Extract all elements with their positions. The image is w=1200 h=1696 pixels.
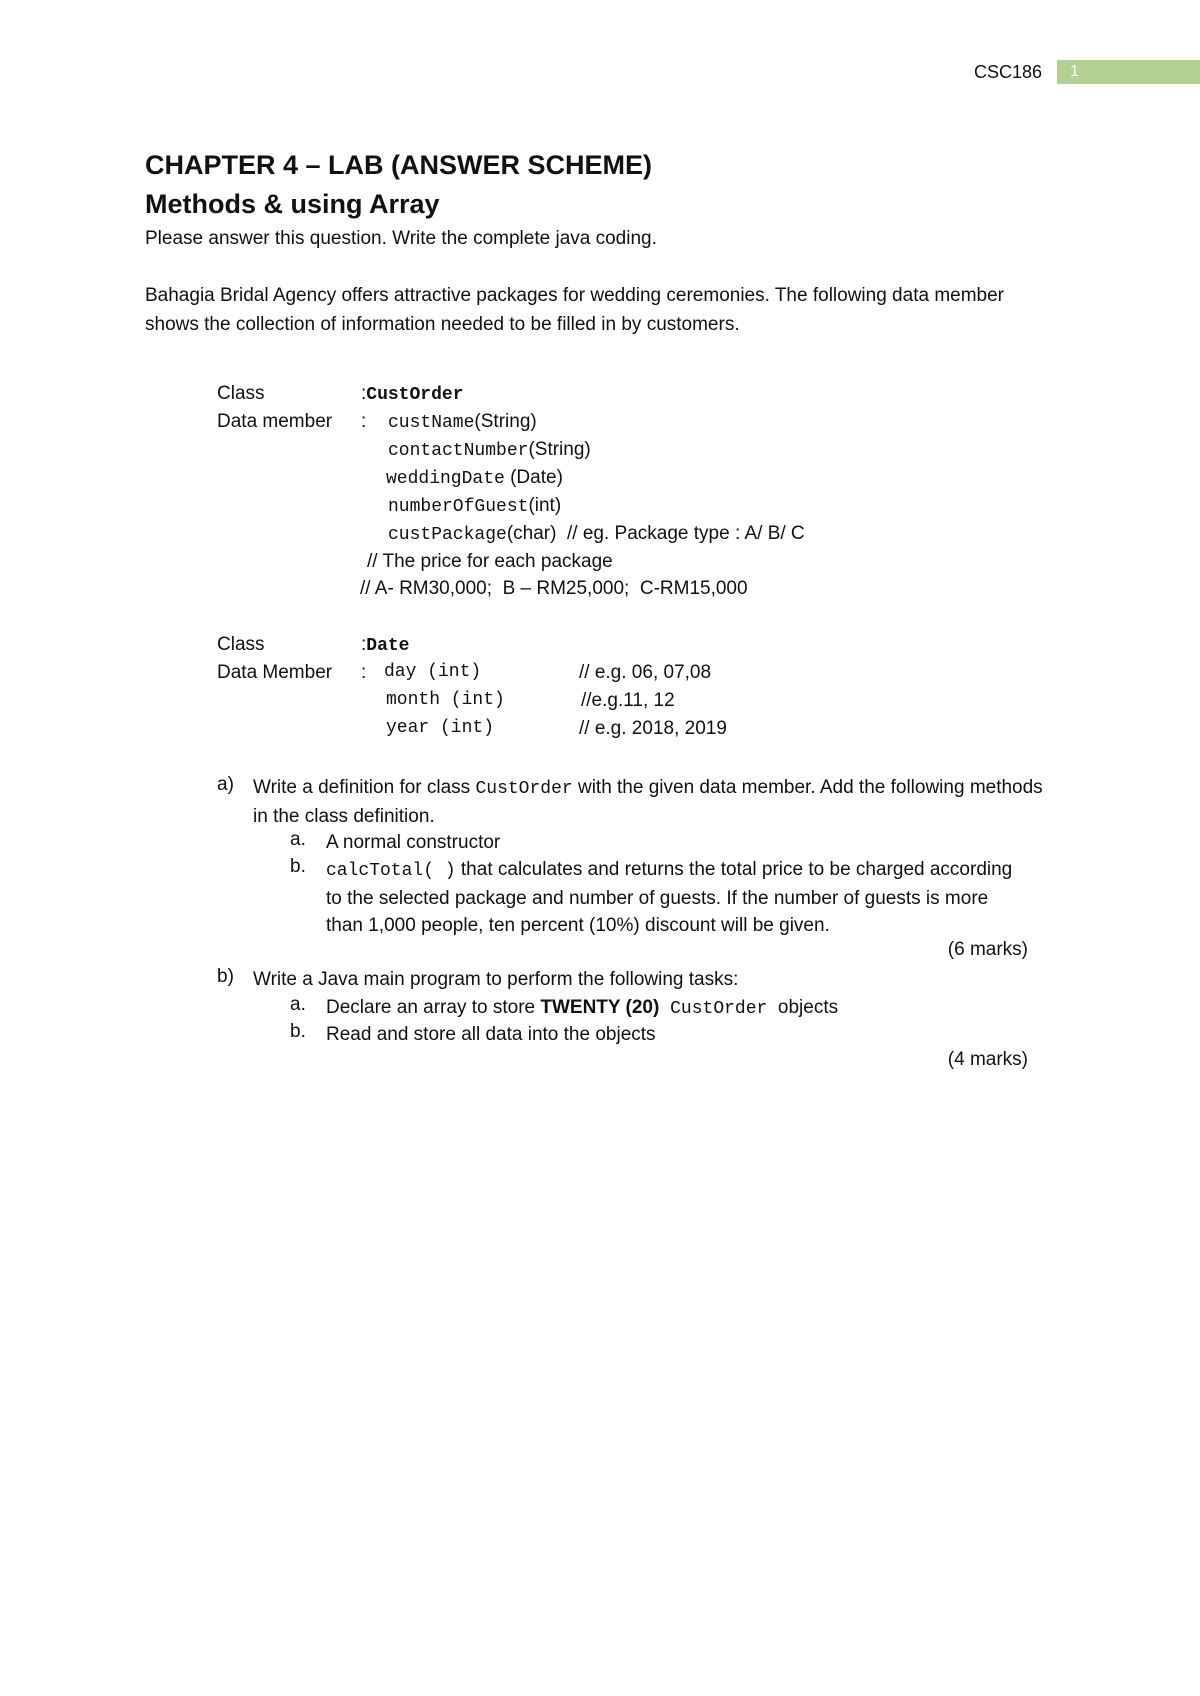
intro-paragraph: Bahagia Bridal Agency offers attractive packages for wedding ceremonies. The following data member shows the collection of information needed to be filled in by customers. <box>145 285 1004 335</box>
marks: (6 marks) <box>947 939 1028 960</box>
question-letter: a) <box>217 774 234 795</box>
sub-text: A normal constructor <box>326 832 501 853</box>
instruction-text: Please answer this question. Write the complete java coding. <box>145 228 657 249</box>
question-text: Write a definition for class CustOrder with the given data member. Add the following methods in the class definition. <box>253 777 1043 827</box>
colon: : <box>361 411 367 432</box>
member-line: custPackage(char) // eg. Package type : A/ B/ C <box>388 523 805 545</box>
sub-letter: b. <box>290 1021 306 1042</box>
sub-letter: b. <box>290 856 306 877</box>
member-name: day (int) <box>384 662 482 682</box>
data-member-label: Data member <box>217 411 333 432</box>
comment-line: // The price for each package <box>367 551 613 572</box>
question-text: Write a Java main program to perform the following tasks: <box>253 969 739 990</box>
chapter-subtitle: Methods & using Array <box>145 189 440 219</box>
chapter-title: CHAPTER 4 – LAB (ANSWER SCHEME) <box>145 150 653 180</box>
member-line: contactNumber(String) <box>388 439 591 461</box>
sub-text: Declare an array to store TWENTY (20) CustOrder objects <box>326 997 839 1019</box>
colon: : <box>361 662 367 683</box>
member-line: numberOfGuest(int) <box>388 495 562 517</box>
class-name-line: :Date <box>361 634 410 656</box>
page-number: 1 <box>1070 63 1079 80</box>
member-comment: // e.g. 2018, 2019 <box>579 718 727 739</box>
class-name: CustOrder <box>366 385 464 405</box>
sub-text: Read and store all data into the objects <box>326 1024 656 1045</box>
comment-line: // A- RM30,000; B – RM25,000; C-RM15,000 <box>360 578 748 599</box>
member-line: weddingDate (Date) <box>386 467 563 489</box>
class-name-line: :CustOrder <box>361 383 464 405</box>
sub-letter: a. <box>290 994 306 1015</box>
member-name: month (int) <box>386 690 505 710</box>
class-label: Class <box>217 383 265 404</box>
member-line: custName(String) <box>388 411 537 433</box>
question-letter: b) <box>217 966 234 987</box>
class-label: Class <box>217 634 265 655</box>
class-name: Date <box>366 636 410 656</box>
course-code: CSC186 <box>974 62 1043 82</box>
member-name: year (int) <box>386 718 495 738</box>
sub-letter: a. <box>290 829 306 850</box>
sub-text: calcTotal( ) that calculates and returns the total price to be charged according to the selected package and number of guests. If the number of guests is more than 1,000 people, ten percent (10%) discount will be given. <box>326 859 1013 936</box>
marks: (4 marks) <box>947 1049 1028 1070</box>
data-member-label: Data Member <box>217 662 333 683</box>
member-comment: // e.g. 06, 07,08 <box>579 662 712 683</box>
member-comment: //e.g.11, 12 <box>581 690 675 711</box>
